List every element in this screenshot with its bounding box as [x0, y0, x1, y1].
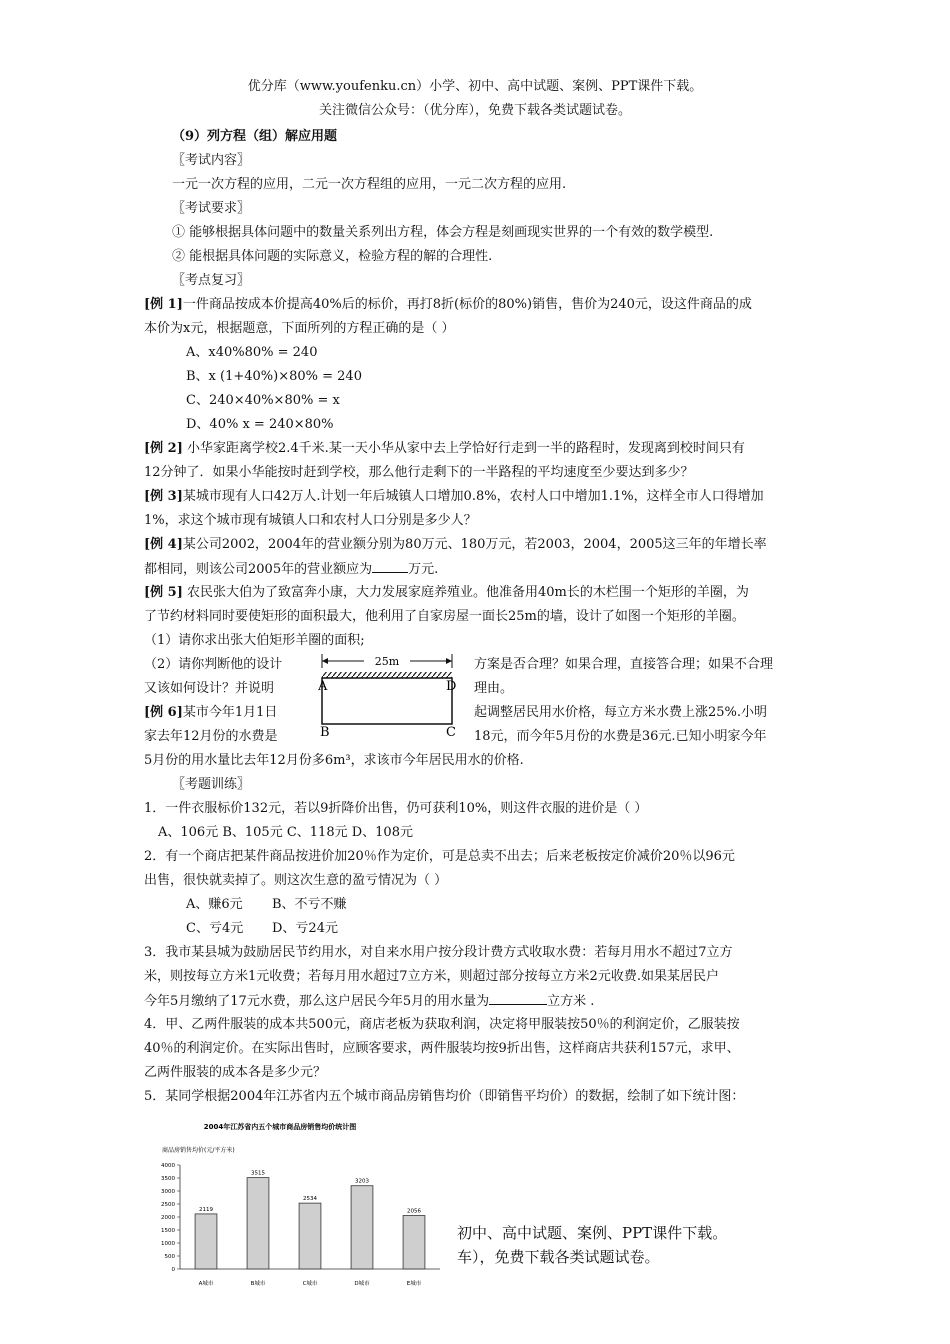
problem-1-options: A、106元 B、105元 C、118元 D、108元 — [158, 825, 413, 840]
problem-3-text-3a: 今年5月缴纳了17元水费，那么这户居民今年5月的用水量为 — [144, 994, 490, 1009]
chart-y-tick-label: 3500 — [161, 1176, 175, 1182]
bar-chart-svg — [140, 1115, 450, 1295]
problem-3-line-3 — [144, 992, 594, 1011]
chart-category-label: E城市 — [406, 1281, 422, 1287]
problem-4-line-1: 4．甲、乙两件服装的成本共500元，商店老板为获取利润，决定将甲服装按50％的利润定价，乙服装按 — [144, 1017, 740, 1032]
problem-1: 1．一件衣服标价132元，若以9折降价出售，仍可获利10%，则这件衣服的进价是（ ） — [144, 801, 648, 816]
example-3-text-1: 某城市现有人口42万人.计划一年后城镇人口增加0.8%，农村人口中增加1.1%，这样全市人口得增加 — [182, 489, 764, 504]
chart-bar-value-label: 2534 — [303, 1196, 317, 1203]
example-1-option-c: C、240×40%×80% = x — [186, 393, 340, 408]
example-1-line-2: 本价为x元，根据题意，下面所列的方程正确的是（ ） — [144, 321, 455, 336]
chart-bar — [403, 1216, 425, 1269]
chart-y-tick-label: 1000 — [161, 1241, 175, 1247]
problem-2-line-1: 2．有一个商店把某件商品按进价加20％作为定价，可是总卖不出去；后来老板按定价减价20％以96元 — [144, 849, 735, 864]
section-title-text: （9）列方程（组）解应用题 — [172, 129, 338, 144]
requirements-heading: 〖考试要求〗 — [172, 201, 251, 216]
chart-bar — [247, 1178, 269, 1269]
price-bar-chart — [140, 1115, 450, 1295]
example-5-question-2-left-1: （2）请你判断他的设计 — [144, 657, 283, 672]
example-5-text-1: 农民张大伯为了致富奔小康，大力发展家庭养殖业。他准备用40m长的木栏围一个矩形的羊圈，为 — [182, 585, 749, 600]
example-5-line-1 — [144, 584, 749, 602]
example-2-text-1: 小华家距离学校2.4千米.某一天小华从家中去上学恰好行走到一半的路程时，发现离到校时间只有 — [182, 441, 745, 456]
problem-4-line-2: 40％的利润定价。在实际出售时，应顾客要求，两件服装均按9折出售，这样商店共获利157元，求甲、 — [144, 1041, 740, 1056]
chart-category-labels — [199, 1279, 422, 1287]
example-5-question-1: （1）请你求出张大伯矩形羊圈的面积; — [144, 633, 365, 648]
corner-label-d: D — [446, 679, 457, 694]
header-line-1: 优分库（www.youfenku.cn）小学、初中、高中试题、案例、PPT课件下载。 — [247, 79, 703, 94]
requirement-1: ① 能够根据具体问题中的数量关系列出方程，体会方程是刻画现实世界的一个有效的数学模型. — [172, 225, 714, 240]
chart-category-label: D城市 — [354, 1281, 370, 1287]
footer-line-2: 车），免费下载各类试题试卷。 — [457, 1248, 660, 1266]
pen-rectangle — [322, 678, 452, 724]
chart-y-tick-label: 1500 — [161, 1228, 175, 1234]
sheep-pen-diagram — [318, 652, 460, 738]
example-4-blank — [372, 560, 408, 573]
example-1-option-a: A、x40%80% = 240 — [186, 345, 318, 360]
content-text: 一元一次方程的应用，二元一次方程组的应用，一元二次方程的应用. — [172, 177, 567, 192]
chart-y-tick-label: 4000 — [161, 1163, 175, 1169]
example-4-label: [例 4] — [144, 537, 183, 552]
example-3-label: [例 3] — [144, 489, 183, 504]
problem-2-option-b: B、不亏不赚 — [272, 897, 347, 912]
chart-bar — [299, 1203, 321, 1269]
chart-y-tick-label: 3000 — [161, 1189, 175, 1195]
example-1-label: [例 1] — [144, 297, 183, 312]
example-6-right-2: 18元，而今年5月份的水费是36元.已知小明家今年 — [474, 729, 767, 744]
chart-bar-value-label: 3515 — [251, 1170, 265, 1177]
header-line-2: 关注微信公众号：（优分库），免费下载各类试题试卷。 — [318, 103, 631, 118]
example-1-option-b: B、x (1+40%)×80% = 240 — [186, 369, 362, 384]
problem-4-line-3: 乙两件服装的成本各是多少元？ — [144, 1065, 327, 1080]
corner-label-b: B — [320, 725, 330, 738]
example-4-line-2 — [144, 560, 438, 579]
problem-5: 5．某同学根据2004年江苏省内五个城市商品房销售均价（即销售平均价）的数据，绘制了如下统计图： — [144, 1089, 745, 1104]
example-4-text-2a: 都相同，则该公司2005年的营业额应为 — [144, 562, 373, 577]
example-6-label: [例 6] — [144, 705, 183, 720]
chart-bar — [351, 1186, 373, 1269]
chart-y-axis-label: 商品房销售均价(元/平方米) — [162, 1147, 235, 1154]
chart-title: 2004年江苏省内五个城市商品房销售均价统计图 — [203, 1123, 357, 1131]
example-1-text-1: 一件商品按成本价提高40%后的标价，再打8折(标价的80%)销售，售价为240元，设这件商品的成 — [182, 297, 752, 312]
example-5-question-2-right-2: 理由。 — [474, 681, 514, 696]
chart-y-tick-label: 2000 — [161, 1215, 175, 1221]
example-5-label: [例 5] — [144, 585, 183, 600]
chart-y-tick-label: 0 — [171, 1267, 175, 1273]
example-4-line-1 — [144, 536, 767, 554]
chart-bar — [195, 1214, 217, 1269]
example-1-line-1 — [144, 296, 752, 314]
chart-bar-value-label: 2119 — [199, 1206, 213, 1213]
example-4-text-1: 某公司2002，2004年的营业额分别为80万元、180万元，若2003，2004，2005这三年的年增长率 — [182, 537, 767, 552]
requirement-2: ② 能根据具体问题的实际意义，检验方程的解的合理性. — [172, 249, 493, 264]
example-5-question-2-right-1: 方案是否合理？如果合理，直接答合理；如果不合理 — [474, 657, 774, 672]
corner-label-a: A — [318, 679, 328, 694]
wall-length-label: 25m — [374, 655, 400, 668]
chart-bars — [195, 1178, 425, 1269]
example-6-right-1: 起调整居民用水价格，每立方米水费上涨25%.小明 — [474, 705, 768, 720]
example-4-text-2b: 万元. — [408, 562, 439, 577]
example-1-option-d: D、40% x = 240×80% — [186, 417, 334, 432]
example-6-left-1: 某市今年1月1日 — [182, 705, 278, 720]
problem-2-line-2: 出售，很快就卖掉了。则这次生意的盈亏情况为（ ） — [144, 873, 448, 888]
example-6-left-2: 家去年12月份的水费是 — [144, 729, 278, 744]
example-2-line-2: 12分钟了．如果小华能按时赶到学校，那么他行走剩下的一半路程的平均速度至少要达到多少？ — [144, 465, 694, 480]
problem-2-option-c: C、亏4元 — [186, 921, 244, 936]
problem-2-option-a: A、赚6元 — [186, 897, 243, 912]
problem-2-option-d: D、亏24元 — [272, 921, 338, 936]
example-5-question-2-left-2: 又该如何设计？并说明 — [144, 681, 275, 696]
example-2-line-1 — [144, 440, 745, 458]
problem-3-text-3b: 立方米 . — [547, 994, 595, 1009]
example-5-line-2: 了节约材料同时要使矩形的面积最大，他利用了自家房屋一面长25m的墙，设计了如图一个矩形的羊圈。 — [144, 609, 745, 624]
dimension-arrow-right — [446, 658, 452, 664]
dimension-arrow-left — [322, 658, 328, 664]
chart-category-label: B城市 — [250, 1281, 266, 1287]
example-3-line-1 — [144, 488, 764, 506]
review-heading: 〖考点复习〗 — [172, 273, 251, 288]
corner-label-c: C — [446, 725, 456, 738]
chart-category-label: A城市 — [198, 1281, 214, 1287]
chart-bar-value-label: 3203 — [355, 1178, 369, 1185]
example-6-line-1 — [144, 704, 277, 722]
problem-3-line-1: 3．我市某县城为鼓励居民节约用水，对自来水用户按分段计费方式收取水费：若每月用水不超过7立方 — [144, 945, 733, 960]
wall-hatching — [322, 672, 452, 678]
chart-category-label: C城市 — [302, 1281, 318, 1287]
example-6-line-3: 5月份的用水量比去年12月份多6m³，求该市今年居民用水的价格. — [144, 753, 524, 768]
training-heading: 〖考题训练〗 — [172, 777, 251, 792]
example-3-line-2: 1%，求这个城市现有城镇人口和农村人口分别是多少人？ — [144, 513, 477, 528]
problem-3-line-2: 米，则按每立方米1元收费；若每月用水超过7立方米，则超过部分按每立方米2元收费.如果某居民户 — [144, 969, 719, 984]
sheep-pen-figure — [318, 652, 460, 738]
example-2-label: [例 2] — [144, 441, 183, 456]
section-title — [172, 128, 337, 146]
content-heading: 〖考试内容〗 — [172, 153, 251, 168]
footer-line-1: 初中、高中试题、案例、PPT课件下载。 — [457, 1224, 728, 1242]
chart-y-tick-label: 2500 — [161, 1202, 175, 1208]
problem-3-blank — [489, 992, 547, 1005]
chart-y-tick-label: 500 — [164, 1254, 175, 1260]
chart-y-ticks — [161, 1163, 180, 1273]
chart-bar-value-label: 2056 — [407, 1208, 421, 1215]
